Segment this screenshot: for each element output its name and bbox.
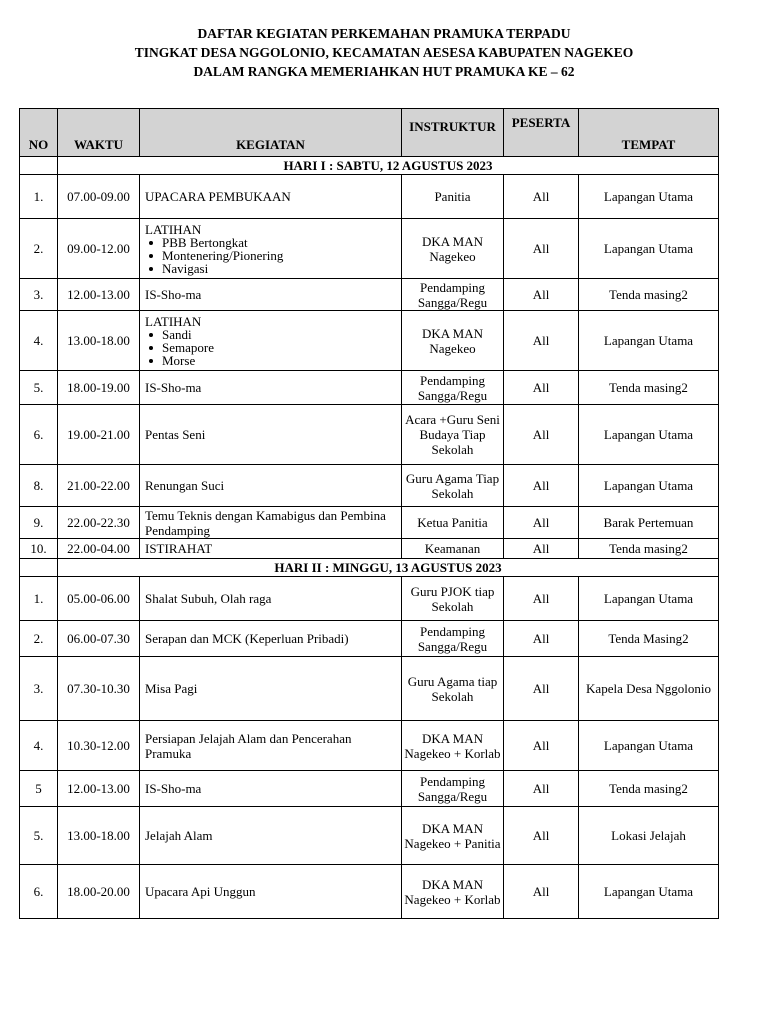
header-waktu: WAKTU <box>58 109 140 157</box>
cell-peserta: All <box>504 279 579 311</box>
title-line-2: TINGKAT DESA NGGOLONIO, KECAMATAN AESESA KABUPATEN NAGEKEO <box>134 45 634 60</box>
table-row <box>20 507 719 539</box>
cell-waktu: 22.00-22.30 <box>58 507 140 539</box>
cell-no: 3. <box>20 279 58 311</box>
cell-tempat: Tenda masing2 <box>579 371 719 405</box>
cell-waktu: 10.30-12.00 <box>58 721 140 771</box>
cell-tempat: Lapangan Utama <box>579 865 719 919</box>
cell-tempat: Tenda masing2 <box>579 539 719 559</box>
cell-waktu: 06.00-07.30 <box>58 621 140 657</box>
cell-waktu: 19.00-21.00 <box>58 405 140 465</box>
table-row <box>20 405 719 465</box>
cell-waktu: 07.00-09.00 <box>58 175 140 219</box>
title-line-1: DAFTAR KEGIATAN PERKEMAHAN PRAMUKA TERPADU <box>197 26 571 41</box>
cell-instruktur: Ketua Panitia <box>402 507 504 539</box>
table-row <box>20 279 719 311</box>
cell-instruktur: Panitia <box>402 175 504 219</box>
activity-heading: LATIHAN <box>145 313 202 329</box>
cell-peserta: All <box>504 807 579 865</box>
cell-tempat: Lokasi Jelajah <box>579 807 719 865</box>
cell-waktu: 05.00-06.00 <box>58 577 140 621</box>
cell-kegiatan: Temu Teknis dengan Kamabigus dan Pembina Pendamping <box>140 507 402 539</box>
cell-no: 9. <box>20 507 58 539</box>
cell-no: 3. <box>20 657 58 721</box>
table-row <box>20 721 719 771</box>
cell-instruktur: Pendamping Sangga/Regu <box>402 621 504 657</box>
cell-instruktur: DKA MAN Nagekeo <box>402 311 504 371</box>
list-item: Morse <box>162 354 399 367</box>
cell-peserta: All <box>504 507 579 539</box>
list-item: PBB Bertongkat <box>162 236 399 249</box>
day-header-blank <box>20 559 58 577</box>
schedule-body <box>20 157 719 919</box>
cell-tempat: Tenda masing2 <box>579 771 719 807</box>
table-row <box>20 657 719 721</box>
cell-no: 6. <box>20 865 58 919</box>
cell-kegiatan: UPACARA PEMBUKAAN <box>140 175 402 219</box>
day-label: HARI I : SABTU, 12 AGUSTUS 2023 <box>58 157 719 175</box>
cell-waktu: 12.00-13.00 <box>58 279 140 311</box>
cell-peserta: All <box>504 657 579 721</box>
list-item: Semapore <box>162 341 399 354</box>
cell-tempat: Kapela Desa Nggolonio <box>579 657 719 721</box>
day-label: HARI II : MINGGU, 13 AGUSTUS 2023 <box>58 559 719 577</box>
cell-peserta: All <box>504 771 579 807</box>
cell-kegiatan <box>140 311 402 371</box>
cell-peserta: All <box>504 405 579 465</box>
cell-tempat: Tenda Masing2 <box>579 621 719 657</box>
cell-kegiatan: IS-Sho-ma <box>140 771 402 807</box>
cell-tempat: Lapangan Utama <box>579 465 719 507</box>
activity-items <box>145 236 399 275</box>
cell-instruktur: Guru PJOK tiap Sekolah <box>402 577 504 621</box>
activity-heading: LATIHAN <box>145 221 202 237</box>
cell-tempat: Lapangan Utama <box>579 577 719 621</box>
table-row <box>20 771 719 807</box>
day-header-row <box>20 157 719 175</box>
cell-instruktur: Guru Agama tiap Sekolah <box>402 657 504 721</box>
cell-no: 4. <box>20 721 58 771</box>
cell-peserta: All <box>504 175 579 219</box>
cell-waktu: 09.00-12.00 <box>58 219 140 279</box>
cell-peserta: All <box>504 371 579 405</box>
list-item: Navigasi <box>162 262 399 275</box>
cell-kegiatan: Jelajah Alam <box>140 807 402 865</box>
cell-waktu: 18.00-19.00 <box>58 371 140 405</box>
cell-no: 1. <box>20 175 58 219</box>
header-no: NO <box>20 109 58 157</box>
cell-kegiatan <box>140 219 402 279</box>
cell-waktu: 12.00-13.00 <box>58 771 140 807</box>
table-row <box>20 577 719 621</box>
header-instruktur: INSTRUKTUR <box>402 109 504 157</box>
cell-instruktur: DKA MAN Nagekeo + Korlab <box>402 865 504 919</box>
table-row <box>20 175 719 219</box>
cell-tempat: Lapangan Utama <box>579 311 719 371</box>
cell-instruktur: Pendamping Sangga/Regu <box>402 771 504 807</box>
day-header-blank <box>20 157 58 175</box>
cell-tempat: Lapangan Utama <box>579 175 719 219</box>
cell-instruktur: Acara +Guru Seni Budaya Tiap Sekolah <box>402 405 504 465</box>
cell-kegiatan: Persiapan Jelajah Alam dan Pencerahan Pramuka <box>140 721 402 771</box>
cell-kegiatan: ISTIRAHAT <box>140 539 402 559</box>
cell-instruktur: DKA MAN Nagekeo + Korlab <box>402 721 504 771</box>
cell-peserta: All <box>504 577 579 621</box>
cell-no: 5 <box>20 771 58 807</box>
header-kegiatan: KEGIATAN <box>140 109 402 157</box>
cell-tempat: Barak Pertemuan <box>579 507 719 539</box>
cell-waktu: 13.00-18.00 <box>58 807 140 865</box>
schedule-table <box>19 108 719 919</box>
table-row <box>20 539 719 559</box>
cell-no: 2. <box>20 621 58 657</box>
cell-no: 5. <box>20 807 58 865</box>
cell-no: 4. <box>20 311 58 371</box>
cell-kegiatan: Serapan dan MCK (Keperluan Pribadi) <box>140 621 402 657</box>
cell-no: 10. <box>20 539 58 559</box>
table-row <box>20 465 719 507</box>
cell-kegiatan: Upacara Api Unggun <box>140 865 402 919</box>
cell-peserta: All <box>504 465 579 507</box>
cell-peserta: All <box>504 219 579 279</box>
cell-kegiatan: Pentas Seni <box>140 405 402 465</box>
cell-kegiatan: Misa Pagi <box>140 657 402 721</box>
cell-no: 2. <box>20 219 58 279</box>
cell-peserta: All <box>504 539 579 559</box>
cell-waktu: 13.00-18.00 <box>58 311 140 371</box>
activity-items <box>145 328 399 367</box>
cell-tempat: Lapangan Utama <box>579 405 719 465</box>
table-row <box>20 311 719 371</box>
cell-peserta: All <box>504 865 579 919</box>
cell-instruktur: DKA MAN Nagekeo + Panitia <box>402 807 504 865</box>
cell-tempat: Lapangan Utama <box>579 219 719 279</box>
table-row <box>20 621 719 657</box>
table-row <box>20 807 719 865</box>
cell-instruktur: DKA MAN Nagekeo <box>402 219 504 279</box>
cell-waktu: 18.00-20.00 <box>58 865 140 919</box>
table-row <box>20 865 719 919</box>
table-row <box>20 371 719 405</box>
title-line-3: DALAM RANGKA MEMERIAHKAN HUT PRAMUKA KE – 62 <box>193 64 575 79</box>
cell-no: 6. <box>20 405 58 465</box>
list-item: Sandi <box>162 328 399 341</box>
cell-no: 5. <box>20 371 58 405</box>
cell-no: 1. <box>20 577 58 621</box>
cell-instruktur: Pendamping Sangga/Regu <box>402 371 504 405</box>
cell-kegiatan: IS-Sho-ma <box>140 279 402 311</box>
cell-instruktur: Keamanan <box>402 539 504 559</box>
cell-peserta: All <box>504 721 579 771</box>
cell-peserta: All <box>504 311 579 371</box>
cell-waktu: 21.00-22.00 <box>58 465 140 507</box>
document-title <box>0 24 768 81</box>
table-row <box>20 219 719 279</box>
day-header-row <box>20 559 719 577</box>
cell-instruktur: Pendamping Sangga/Regu <box>402 279 504 311</box>
cell-instruktur: Guru Agama Tiap Sekolah <box>402 465 504 507</box>
cell-tempat: Tenda masing2 <box>579 279 719 311</box>
header-peserta: PESERTA <box>504 109 579 157</box>
header-row <box>20 109 719 157</box>
cell-tempat: Lapangan Utama <box>579 721 719 771</box>
cell-kegiatan: Shalat Subuh, Olah raga <box>140 577 402 621</box>
cell-waktu: 22.00-04.00 <box>58 539 140 559</box>
cell-peserta: All <box>504 621 579 657</box>
cell-kegiatan: IS-Sho-ma <box>140 371 402 405</box>
cell-no: 8. <box>20 465 58 507</box>
list-item: Montenering/Pionering <box>162 249 399 262</box>
header-tempat: TEMPAT <box>579 109 719 157</box>
cell-kegiatan: Renungan Suci <box>140 465 402 507</box>
cell-waktu: 07.30-10.30 <box>58 657 140 721</box>
